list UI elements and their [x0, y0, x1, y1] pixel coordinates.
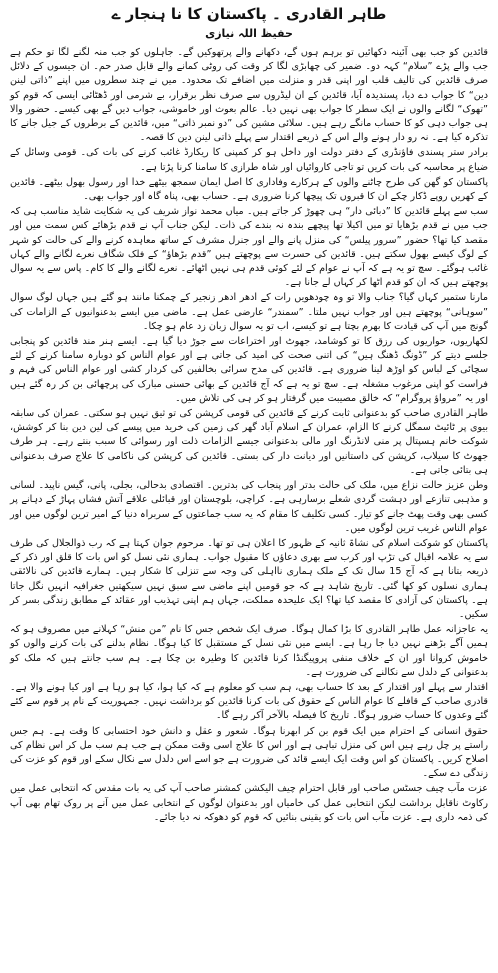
- article-paragraph: برادر ستر پسندی فاؤنڈری کے دفتر دولت اور داخل ہو کر کمپنی کا ریکارڈ غائب کرنے کی بات کی۔ قومی وسائل کے ضیاع پر محاسبہ کی بات کریں تو تاجی کاروائیاں اور شاہ طرازی کا سامنا کرنا پڑتا ہے۔: [10, 147, 488, 173]
- article-paragraph: سب سے پہلے قائدین کا ”دبائی دار“ ہی چھوڑ کر جاتے ہیں۔ میاں محمد نواز شریف کی یہ شکایت شاید مناسب ہی کہ جب میں نے قدم بڑھایا تو میں اکیلا تھا پیچھے بندہ نہ بندے کی ذات۔ لیکن جناب آپ نے قدم بڑھائے کس سمت میں اور مقصد کیا تھا؟ حضور ”سرور پیلس“ کی منزل پانے والے اور جنرل مشرف کے ساتھ معاہدہ کرنے والے کی حالت کو شہر کے لوگ کیسے بھول سکتے ہیں۔ قائدین کی حسرت سے پوچھتے ہیں ”قدم بڑھاؤ“ کے فلک شگاف نعرے لگانے والے کہاں غائب ہوگئے۔ سچ تو یہ ہے کہ آپ نے عوام کے لئے کوئی قدم ہی نہیں اٹھائے۔ نعرے لگانے والے کا کام۔ پاس سے یہ سوال پوچھتے ہیں کہ ان کو قدم اٹھا کر کہاں لے جانا ہے۔: [10, 206, 488, 289]
- article-paragraph: حقوق انسانی کے احترام میں ایک قوم بن کر ابھرنا ہوگا۔ شعور و عقل و دانش خود احتسابی کا وقت ہے۔ ہم جس راستے پر چل رہے ہیں اس کی منزل تباہی ہے اور اس کا علاج اسی وقت ممکن ہے جب ہم سب مل کر اس نظام کی اصلاح کریں۔ پاکستان کو اس وقت ایک ایسے قائد کی ضرورت ہے جو اسے اس دلدل سے نکال سکے اور قوم کو عزت کی زندگی دے سکے۔: [10, 725, 488, 780]
- article-paragraph: یہ عاجزانہ عمل طاہر القادری کا بڑا کمال ہوگا۔ صرف ایک شخص جس کا نام ”من منش“ کہلانے میں مصروف ہو کہ ہمیں آگے بڑھنے نہیں دیا جا رہا ہے۔ ایسے میں نئی نسل کے مستقبل کا کیا ہوگا۔ نظام بدلنے کی بات کرنے والوں کو خاموش کروانا اور ان کے خلاف منفی پروپیگنڈا کرنا قائدین کا وطیرہ بن چکا ہے۔ ہم سب جانتے ہیں کہ ملک کو بدعنوانی کے دلدل سے نکالنے کی ضرورت ہے۔: [10, 624, 488, 678]
- article-paragraph: پاکستان کو شوکت اسلام کی نشاۃ ثانیہ کے ظہور کا اعلان ہی تو تھا۔ مرحوم جوان کہتا ہے کہ رب ذوالجلال کی طرف سے یہ علامہ اقبال کی تڑپ اور کرب سے بھری دعاؤں کا مقبول جواب۔ ہماری نئی نسل کو اس بات کا قلق اور ذکر کے ذریعہ بتانا ہے کہ آج 15 سال تک کے ملک ہماری نااہلی کی وجہ سے تنزلی کا شکار ہیں۔ ہمارے قائدین کی نالائقی ہماری نسلوں کو کھا گئی۔ تاریخ شاہد ہے کہ جو قومیں اپنے ماضی سے سبق نہیں سیکھتیں جغرافیہ انہیں نگل جاتا ہے۔ پاکستان کی آزادی کا مقصد کیا تھا؟ ایک علیحدہ مملکت، جہاں ہم اپنی تہذیب اور عقائد کے مطابق زندگی بسر کر سکیں۔: [10, 537, 488, 620]
- article-paragraph: لکھاریوں، حواریوں کی رزق کا تو کوشامد، جھوٹ اور اختراعات سے جوڑ دیا گیا ہے۔ ایسے ہنر مند قائدین کو پنجابی جلسے دیتے کر ”ڈونگ ڈھنگ ہیں“ کی اتنی صحت کی امید کی جاتی ہے اور عوام الناس کو دوبارہ سامنا کرنے کے لئے سچائی کے لباس کو اوڑھ لینا ضروری ہے۔ قائدین کی مدح سرائی بخالفین کی کردار کشی اور عوام الناس کی فہم و فراست کو اپنی مرغوب مشغلہ ہے۔ سچ تو یہ ہے کہ آج قائدین کے بھائی حسنی مبارک کی پرچھائی بن کر رہ گئے ہیں اور یہ ”مرواؤ پروگرام“ کہ خالق مصیبت میں گرفتار ہو کر ہی کی تلاش میں۔: [10, 336, 488, 404]
- article-paragraph: اقتدار سے پہلے اور اقتدار کے بعد کا حساب بھی، ہم سب کو معلوم ہے کہ کیا ہوا، کیا ہو رہا ہے اور کیا ہونے والا ہے۔ قادری صاحب کے قافلے کا عوام الناس کے حقوق کی بات کرنا قائدین کو برداشت نہیں۔ جمہوریت کے نام پر قوم سے کئے گئے وعدوں کا حساب ضرور ہوگا۔ تاریخ کا فیصلہ بالآخر آکر رہے گا۔: [10, 681, 488, 722]
- article-paragraph: مارنا ستمبر کہاں گیا؟ جناب والا تو وہ چودھویں رات کے ادھر ادھر زنجیر کے چمکنا مانند ہو گئے ہیں جہاں لوگ سوال ”سوہانی“ پوچھتے ہیں اور جواب نہیں ملتا۔ ”سمندر“ عارضی عمل ہے۔ ماضی میں ایسے بدعنوانیوں کے الزامات کی گونج میں آپ کی قیادت کا بھرم بچتا ہے تو کیسے، اب تو یہ سوال زبان زد عام ہو چکا۔: [10, 292, 488, 332]
- article-paragraph: پاکستان کو گھن کی طرح چاٹنے والوں کے ہرکارے وفاداری کا اصل ایمان سمجھ بیٹھے خدا اور رسول بھول بیٹھے۔ قائدین کے کھریں روپے ڈکار چکے ان کا قبروں تک پیچھا کرنا ضروری ہے۔ حساب بھی، پناہ گاہ اور جواب بھی۔: [10, 176, 488, 203]
- article-body: [10, 46, 488, 825]
- article-paragraph: وطن عزیز حالت نزاع میں، ملک کی حالت بدتر اور پنجاب کی بدترین۔ اقتصادی بدحالی، بجلی، پانی، گیس ناپید۔ لسانی و مذہبی تنازعے اور دہشت گردی شعلے برسارہی ہے۔ کراچی، بلوچستان اور قبائلی علاقے آتش فشاں پہاڑ کے دہانے پر کسی بھی وقت پھٹ جانے کو تیار۔ کسی تکلیف کا مقام کہ یہ سب جماعتوں کے سربراہ دنیا کے امیر ترین لوگوں میں اور عوام الناس غریب ترین لوگوں میں۔: [10, 480, 488, 534]
- article-headline: طاہر القادری ۔ پاکستان کا نا ہنجار ے: [111, 5, 387, 23]
- article-paragraph: عزت مآب چیف جسٹس صاحب اور قابل احترام چیف الیکشن کمشنر صاحب آپ کی یہ بات مقدس کہ انتخابی عمل میں رکاوٹ ناقابل برداشت لیکن انتخابی عمل کی خامیاں اور بدعنوان لوگوں کے انتخابی عمل میں آنے پر روک تھام بھی آپ کی ذمہ داری ہے۔ عزت مآب اس بات کو یقینی بنائیں کہ قوم کو دھوکہ نہ دیا جائے۔: [10, 783, 488, 823]
- article-byline: حفیظ اللہ نیازی: [205, 27, 293, 40]
- article-paragraph: طاہر القادری صاحب کو بدعنوانی ثابت کرنے کے قائدین کی قومی کرپشن کی تو ثیق نہیں ہو سکتی۔ عمران کی سابقہ بیوی پر ٹائیٹ سمگل کرنے کا الزام، عمران کے اسلام آباد گھر کی زمین کی خرید میں پیسے کی لین دین بنا کر کوشش، شوکت خانم ہسپتال پر منی لانڈرنگ اور مالی بدعنوانی جیسے الزامات ذلت اور رسوائی کا سبب بنتے رہے۔ ہر طرف جھوٹ کا سیلاب، کرپشن کی داستانیں اور دیانت دار کی بستی۔ قائدین کی کرپشن کی ناکامی کا علاج صرف بدعنوانی ہی بتائی جاتی ہے۔: [10, 408, 488, 476]
- article-paragraph: قائدین کو جب بھی آئینہ دکھائیں تو برہم ہوں گے، دکھانے والے پرتھوکیں گے۔ جاہلوں کو جب منہ لگنے لگا تو حکم ہے جب والے پڑے ”سلام“ کہہ دو۔ ضمیر کی چھابڑی لگا کر وقت کی روٹی کمانے والے قابل صدر حم۔ ان جیسوں کے دلائل صرف قائدین کی تالیف قلب اور اپنی قدر و منزلت میں اضافے تک محدود۔ میں نے چند سطروں میں اپنے ”ذاتی لینن دین“ کا جواب دے دیا، پسندیدہ آیا، قائدین کے ان لیڈروں سے صرف نظر برقرار، بے شرمی اور ڈھٹائی ایسی کہ قوم کو ”تھوک“ لگانے والوں نے ایک سطر کا جواب بھی نہیں دیا۔ عالم بعوث اور خاموشی، جواب دیں گے بھی کیسے۔ حضور والا ہی جواب دہی کو کا حساب مانگے رہے ہیں۔ سلائی مشین کی ”دو نمبر ذاتی“ میں، قائدین کے برطروں کے جیل جانے کا تذکرہ کیا ہے۔ نہ رو دار ہونے والے اس کے ذریعے اقتدار سے پہلے ذاتی لینن دین کا قصہ۔: [10, 47, 488, 144]
